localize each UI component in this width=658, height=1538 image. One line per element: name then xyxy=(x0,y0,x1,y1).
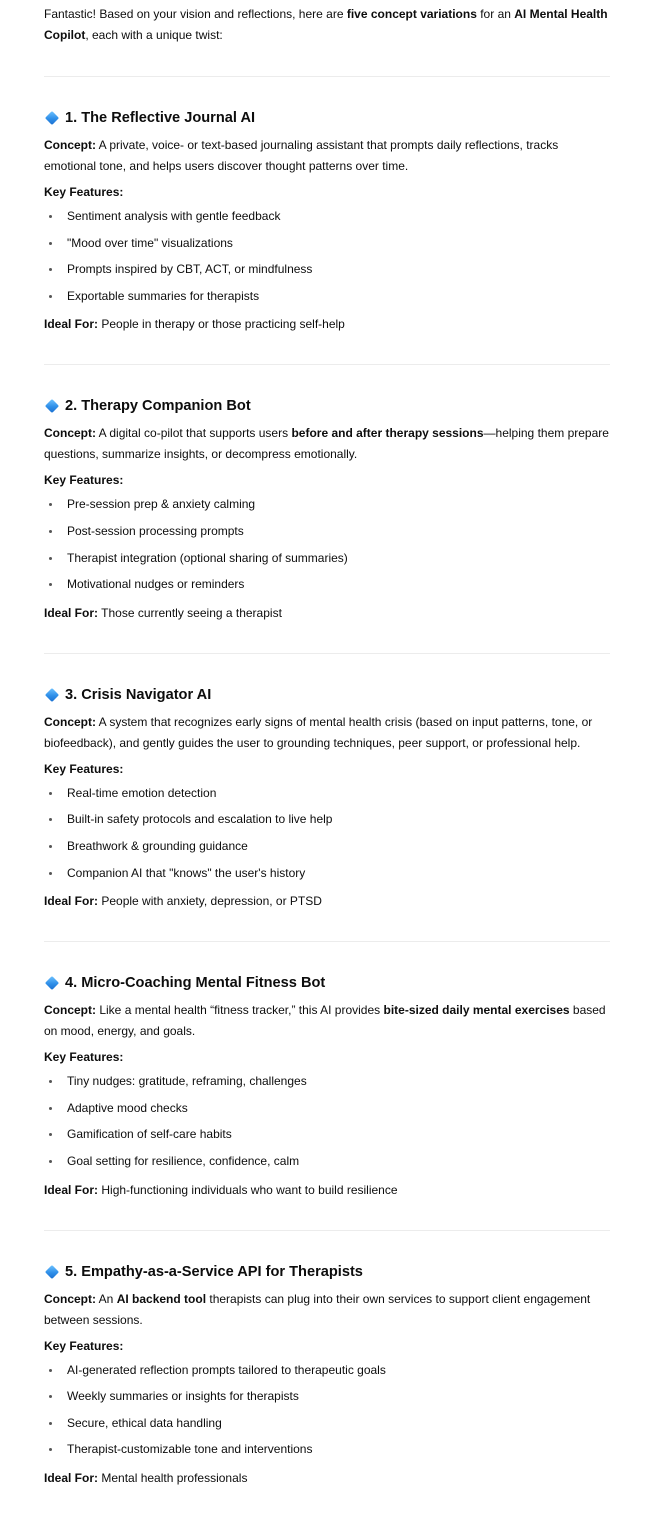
concept-text: based on mood, energy, and goals. xyxy=(44,1003,606,1039)
concept-description xyxy=(44,135,610,177)
key-features-label: Key Features: xyxy=(44,185,124,199)
concept-text-bold: before and after therapy sessions xyxy=(291,426,484,441)
ideal-for-text: High-functioning individuals who want to build resilience xyxy=(101,1182,398,1197)
feature-item: Therapist-customizable tone and interventions xyxy=(44,1440,610,1467)
concept-label: Concept: xyxy=(44,426,96,441)
concept-description xyxy=(44,1289,610,1331)
feature-item: Motivational nudges or reminders xyxy=(44,575,610,602)
feature-item: Breathwork & grounding guidance xyxy=(44,837,610,864)
concept-description xyxy=(44,1000,610,1042)
ideal-for-label: Ideal For: xyxy=(44,605,99,620)
feature-item: AI-generated reflection prompts tailored to therapeutic goals xyxy=(44,1361,610,1388)
concept-heading xyxy=(44,973,610,993)
concept-heading xyxy=(44,685,610,705)
feature-item: Exportable summaries for therapists xyxy=(44,287,610,314)
feature-list xyxy=(44,1361,610,1467)
ideal-for-label: Ideal For: xyxy=(44,1470,99,1485)
intro-text: , each with a unique twist: xyxy=(85,28,223,42)
blue-diamond-icon xyxy=(45,1264,59,1278)
concept-text: A digital co-pilot that supports users xyxy=(98,426,292,441)
concept-title: 1. The Reflective Journal AI xyxy=(65,110,256,126)
feature-item: Real-time emotion detection xyxy=(44,784,610,811)
intro-bold-variations: five concept variations xyxy=(346,7,477,21)
concept-heading xyxy=(44,1262,610,1282)
blue-diamond-icon xyxy=(45,399,59,413)
concept-heading xyxy=(44,108,610,128)
blue-diamond-icon xyxy=(45,688,59,702)
feature-item: Built-in safety protocols and escalation to live help xyxy=(44,810,610,837)
intro-paragraph xyxy=(44,4,610,46)
feature-item: Weekly summaries or insights for therapists xyxy=(44,1387,610,1414)
ideal-for-label: Ideal For: xyxy=(44,894,99,909)
section-divider xyxy=(44,1230,610,1231)
feature-item: Goal setting for resilience, confidence, calm xyxy=(44,1152,610,1179)
ideal-for xyxy=(44,604,610,622)
concept-text-bold: AI backend tool xyxy=(116,1291,207,1306)
intro-bold-copilot: AI Mental Health Copilot xyxy=(44,7,608,42)
concept-heading xyxy=(44,396,610,416)
feature-item: Therapist integration (optional sharing of summaries) xyxy=(44,549,610,576)
ideal-for-text: Those currently seeing a therapist xyxy=(101,605,282,620)
ideal-for xyxy=(44,1469,610,1487)
feature-item: Tiny nudges: gratitude, reframing, challenges xyxy=(44,1072,610,1099)
concept-text: Like a mental health “fitness tracker,” this AI provides xyxy=(99,1003,384,1018)
concept-text: An xyxy=(98,1291,117,1306)
feature-item: Pre-session prep & anxiety calming xyxy=(44,495,610,522)
section-divider xyxy=(44,364,610,365)
key-features-label: Key Features: xyxy=(44,1050,124,1065)
concept-text: —helping them prepare questions, summarize insights, or decompress emotionally. xyxy=(44,426,609,462)
ideal-for-text: Mental health professionals xyxy=(101,1470,248,1485)
concept-title: 4. Micro-Coaching Mental Fitness Bot xyxy=(65,975,326,992)
concept-section-3 xyxy=(44,685,610,910)
ideal-for-text: People in therapy or those practicing self-help xyxy=(101,317,345,332)
feature-item: Gamification of self-care habits xyxy=(44,1125,610,1152)
section-divider xyxy=(44,941,610,942)
ideal-for-label: Ideal For: xyxy=(44,317,99,332)
intro-text: Fantastic! Based on your vision and reflections, here are xyxy=(44,7,347,21)
feature-item: "Mood over time" visualizations xyxy=(44,234,610,261)
feature-item: Secure, ethical data handling xyxy=(44,1414,610,1441)
key-features-label: Key Features: xyxy=(44,473,124,488)
concept-section-2 xyxy=(44,396,610,621)
concept-text-bold: bite-sized daily mental exercises xyxy=(383,1003,570,1018)
key-features-label: Key Features: xyxy=(44,1338,124,1353)
section-divider xyxy=(44,76,610,77)
feature-item: Prompts inspired by CBT, ACT, or mindfulness xyxy=(44,260,610,287)
section-divider xyxy=(44,653,610,654)
intro-text: for an xyxy=(476,7,515,21)
key-features-label: Key Features: xyxy=(44,761,124,776)
concept-section-1 xyxy=(44,108,610,333)
concept-description xyxy=(44,712,610,754)
concept-section-5 xyxy=(44,1262,610,1487)
feature-list xyxy=(44,784,610,890)
concept-label: Concept: xyxy=(44,138,96,152)
feature-item: Sentiment analysis with gentle feedback xyxy=(44,207,610,234)
concept-section-4 xyxy=(44,973,610,1198)
response-content xyxy=(44,0,610,1487)
feature-item: Post-session processing prompts xyxy=(44,522,610,549)
ideal-for xyxy=(44,1181,610,1199)
concept-title: 2. Therapy Companion Bot xyxy=(65,398,251,415)
ideal-for xyxy=(44,892,610,910)
concept-label: Concept: xyxy=(44,1291,96,1306)
concept-text: A private, voice- or text-based journaling assistant that prompts daily reflections, tracks emotional tone, and helps users discover thought patterns over time. xyxy=(44,138,559,173)
feature-list xyxy=(44,1072,610,1178)
ideal-for xyxy=(44,315,610,333)
ideal-for-label: Ideal For: xyxy=(44,1182,99,1197)
concept-title: 5. Empathy-as-a-Service API for Therapists xyxy=(65,1263,363,1280)
concept-text: therapists can plug into their own services to support client engagement between sessions. xyxy=(44,1291,591,1327)
concept-title: 3. Crisis Navigator AI xyxy=(65,686,212,703)
feature-item: Companion AI that "knows" the user's history xyxy=(44,864,610,891)
feature-list xyxy=(44,495,610,601)
blue-diamond-icon xyxy=(45,976,59,990)
feature-item: Adaptive mood checks xyxy=(44,1099,610,1126)
ideal-for-text: People with anxiety, depression, or PTSD xyxy=(101,894,322,909)
concept-label: Concept: xyxy=(44,1003,96,1018)
blue-diamond-icon xyxy=(45,111,59,125)
concept-description xyxy=(44,423,610,465)
feature-list xyxy=(44,207,610,313)
concept-text: A system that recognizes early signs of mental health crisis (based on input patterns, tone, or biofeedback), and gently guides the user to grounding techniques, peer support, or professional help. xyxy=(44,714,593,750)
concept-label: Concept: xyxy=(44,714,96,729)
